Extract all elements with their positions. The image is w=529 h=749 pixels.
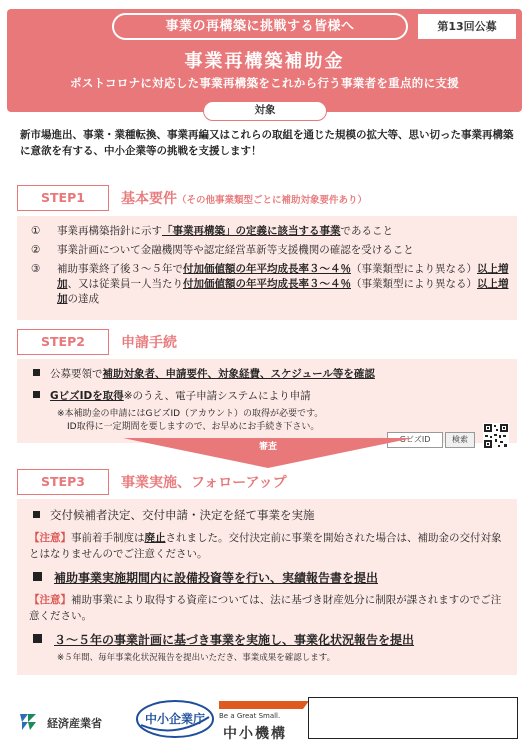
step3-title: 事業実施、フォローアップ [121, 475, 287, 491]
step3-badge: STEP3 [17, 469, 109, 495]
target-description: 新市場進出、事業・業種転換、事業再編又はこれらの取組を通じた規模の拡大等、思い切った事業再構築に意欲を有する、中小企業等の挑戦を支援します！ [20, 129, 514, 157]
round-badge: 第13回公募 [418, 14, 516, 39]
footer [7, 693, 522, 746]
step3-header [17, 469, 517, 495]
search-button[interactable]: 検索 [445, 432, 475, 448]
square-bullet-icon [33, 391, 40, 398]
gbiz-note: ID取得に一定期間を要しますので、お早めにお手続き下さい。 [67, 422, 320, 432]
square-bullet-icon [33, 369, 40, 376]
flyer-page [3, 3, 526, 746]
target-label: 対象 [203, 101, 327, 121]
requirement-item: ① 事業再構築指針に示す「事業再構築」の定義に該当する事業であること [31, 225, 393, 237]
report-item: 補助事業実施期間内に設備投資等を行い、実績報告書を提出 [33, 570, 378, 586]
page-subtitle: ポストコロナに対応した事業再構築をこれから行う事業者を重点的に支援 [70, 76, 459, 90]
step2-header [17, 329, 517, 355]
followup-note: ※５年間、毎年事業化状況報告を提出いただき、事業成果を確認します。 [57, 653, 336, 663]
gbiz-note: ※本補助金の申請にはGビズID（アカウント）の取得が必要です。 [57, 409, 324, 419]
step1-badge: STEP1 [17, 185, 109, 211]
procedure-item: 公募要領で補助対象者、申請要件、対象経費、スケジュール等を確認 [33, 367, 375, 381]
step2-panel [17, 359, 517, 443]
step3-panel [17, 499, 517, 675]
square-bullet-icon [33, 511, 40, 518]
header-banner: 事業の再構築に挑戦する皆様へ [112, 13, 408, 40]
qr-code-icon[interactable] [483, 423, 509, 449]
requirement-item: ③ 補助事業終了後３～５年で付加価値額の年平均成長率３～４％（事業類型により異なる）以上増加、又は従業員一人当たり付加価値額の年平均成長率３～４％（事業類型により異なる）以上増加の達成 [31, 263, 509, 305]
step1-header [17, 185, 517, 211]
followup-item: ３～５年の事業計画に基づき事業を実施し、事業化状況報告を提出 [33, 632, 414, 648]
implementation-item: 交付候補者決定、交付申請・決定を経て事業を実施 [33, 508, 315, 522]
square-bullet-icon [33, 634, 42, 643]
step2-badge: STEP2 [17, 329, 109, 355]
square-bullet-icon [33, 572, 42, 581]
requirement-item: ② 事業計画について金融機関等や認定経営革新等支援機関の確認を受けること [31, 244, 414, 256]
sme-agency-name: 中小企業庁 [144, 712, 206, 726]
review-label: 審査 [258, 442, 277, 452]
attention-note: 【注意】補助事業により取得する資産については、法に基づき財産処分に制限が課されますのでご注意ください。 [29, 594, 502, 622]
smrj-stripe-icon [219, 701, 309, 709]
smrj-tagline: Be a Great Small. [219, 712, 281, 720]
attention-note: 【注意】事前着手制度は廃止されました。交付決定前に事業を開始された場合は、補助金の交付対象とはなりませんのでご注意ください。 [29, 532, 502, 560]
smrj-name: 中小機構 [223, 726, 287, 742]
smrj-logo [219, 701, 309, 743]
meti-emblem-icon [17, 711, 39, 733]
header-panel [7, 9, 522, 112]
step1-panel [17, 216, 517, 320]
step2-title: 申請手続 [121, 335, 177, 351]
procedure-item: GビズIDを取得※のうえ、電子申請システムにより申請 [33, 389, 311, 403]
sme-agency-logo [135, 699, 215, 739]
page-title: 事業再構築補助金 [184, 51, 345, 72]
gbiz-search-field[interactable]: GビズID [387, 432, 443, 448]
meti-logo [17, 711, 127, 735]
meti-name: 経済産業省 [47, 717, 102, 730]
requirements-list [31, 224, 511, 311]
step1-title: 基本要件（その他事業類型ごとに補助対象要件あり） [121, 191, 368, 207]
contact-stamp-box [308, 697, 518, 739]
